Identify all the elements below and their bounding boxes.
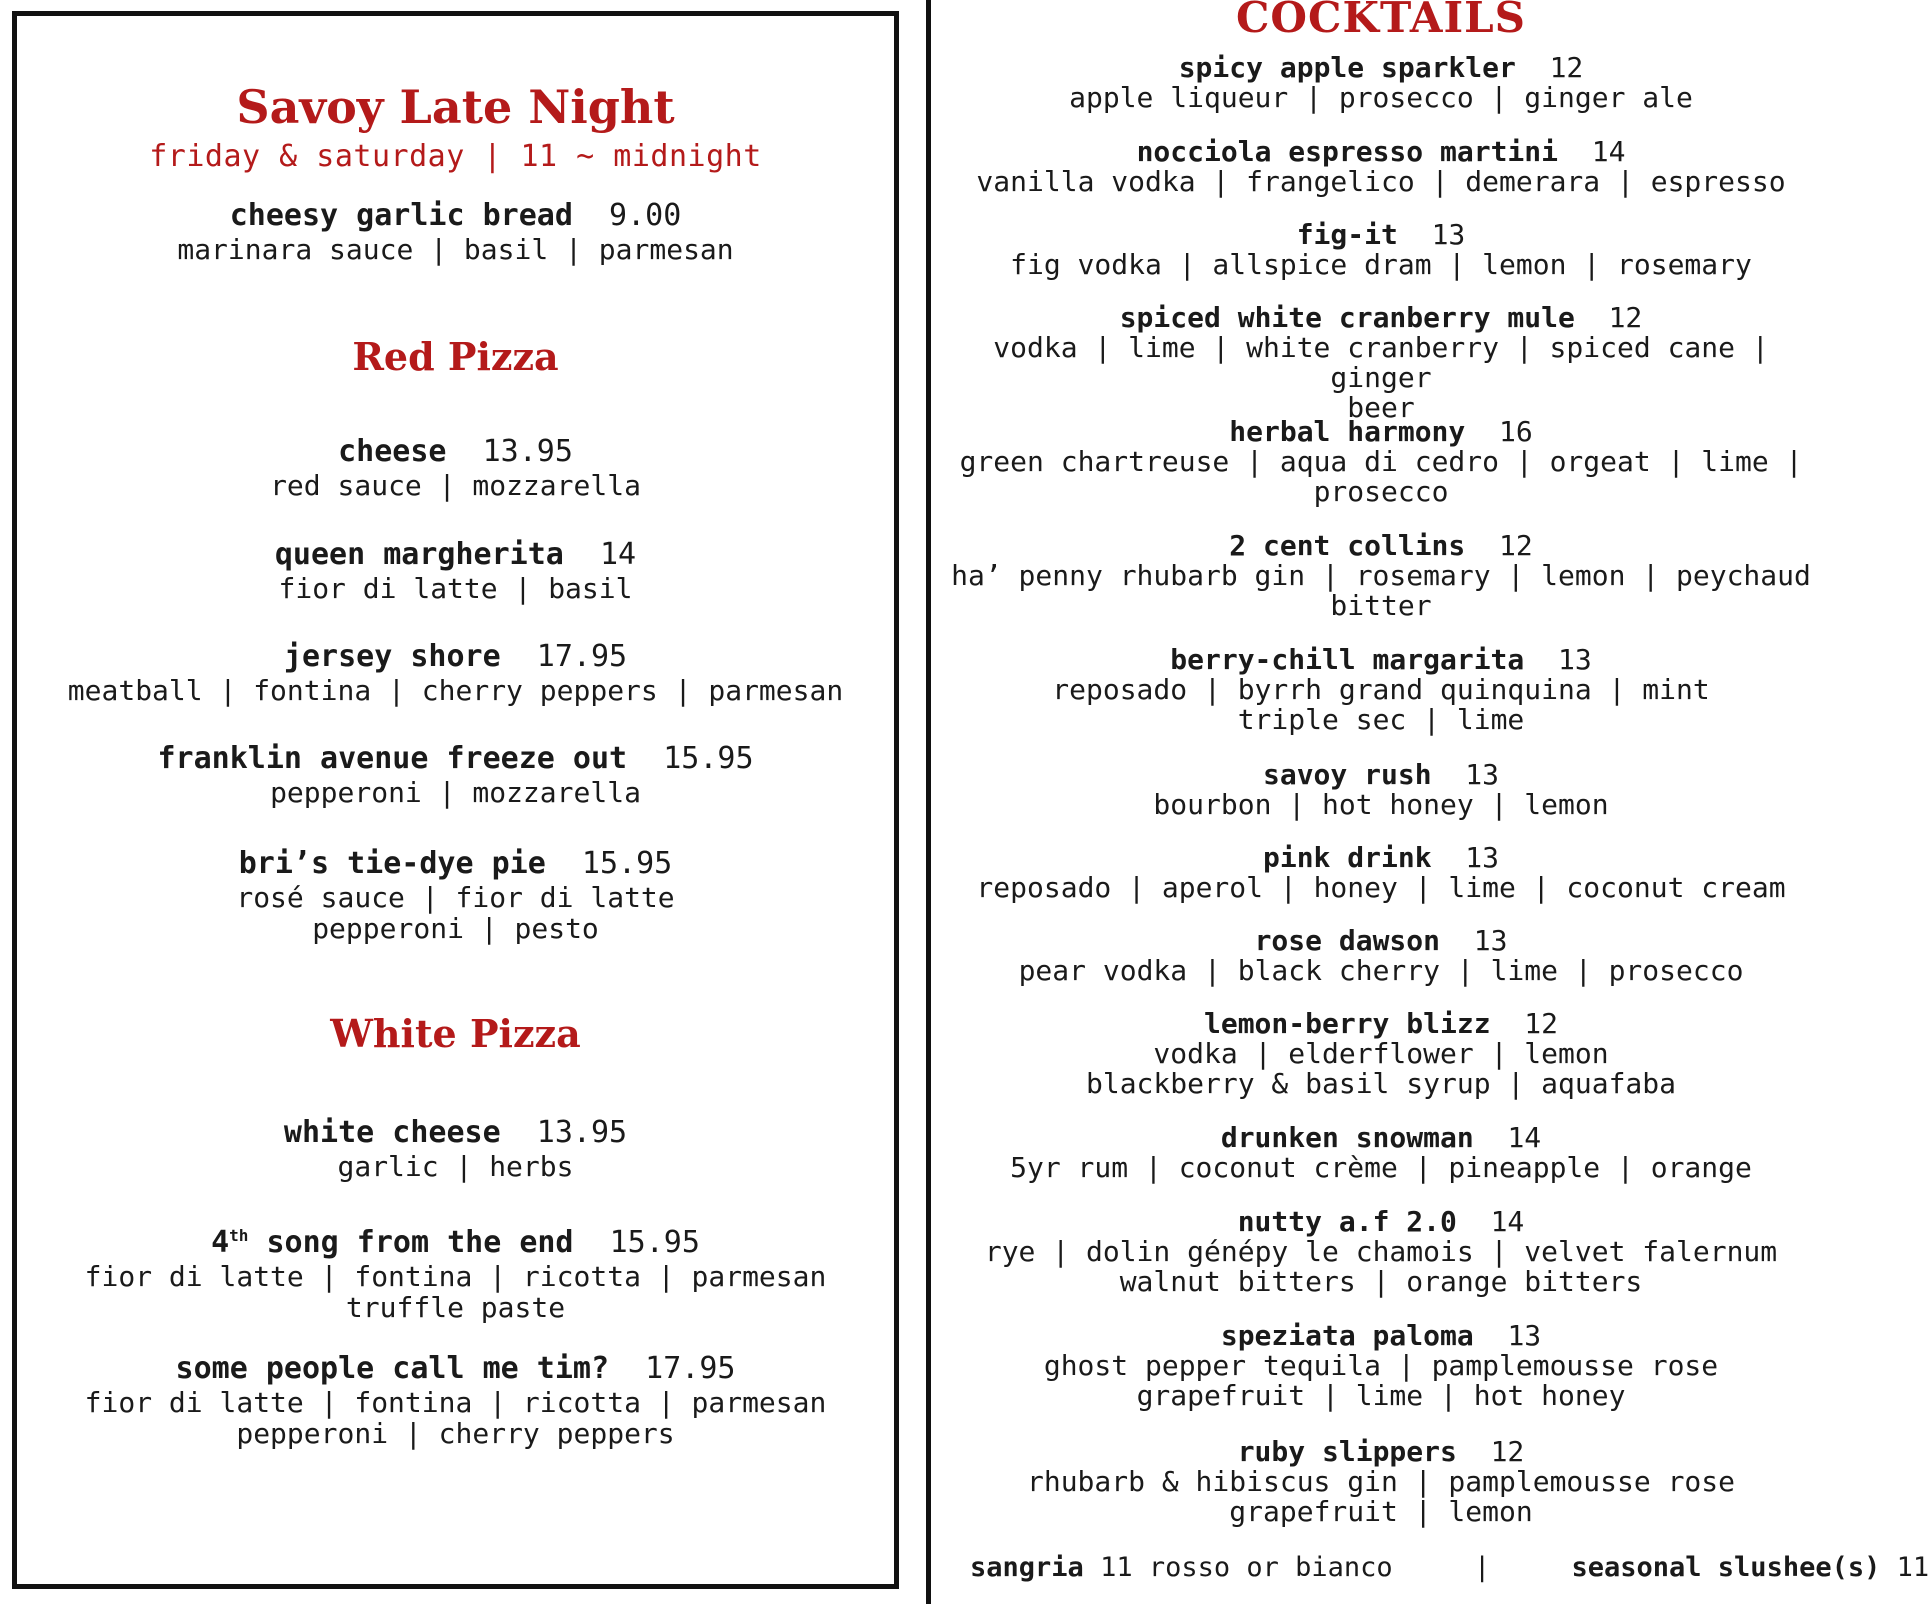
menu-item	[17, 741, 894, 808]
menu-item	[940, 136, 1822, 197]
item-description: blackberry & basil syrup | aquafaba	[1085, 1067, 1676, 1100]
item-price: 12	[1524, 1007, 1558, 1040]
menu-item	[17, 846, 894, 944]
menu-item-title-row	[17, 846, 894, 882]
menu-item-title-row	[940, 925, 1822, 956]
menu-item	[940, 52, 1822, 113]
item-name-prefix: 4	[211, 1225, 230, 1260]
menu-item-title-row	[940, 1206, 1822, 1237]
item-name: some people call me tim?	[175, 1351, 610, 1386]
item-price: 13	[1465, 841, 1499, 874]
menu-item-title-row	[940, 416, 1822, 447]
menu-item	[940, 530, 1822, 621]
item-description: grapefruit | lemon	[1229, 1495, 1533, 1528]
item-name: cheese	[338, 434, 447, 469]
item-description: green chartreuse | aqua di cedro | orgeat | lime |	[959, 445, 1803, 478]
late-night-menu-panel	[12, 11, 899, 1589]
item-description: rosé sauce | fior di latte	[236, 881, 675, 914]
item-name: ruby slippers	[1237, 1435, 1457, 1468]
menu-item	[17, 434, 894, 501]
item-name-rest: song from the end	[248, 1225, 574, 1260]
item-price: 15.95	[581, 846, 673, 881]
item-price: 12	[1490, 1435, 1525, 1468]
item-description: grapefruit | lime | hot honey	[1136, 1379, 1626, 1412]
item-description: meatball | fontina | cherry peppers | parmesan	[67, 674, 844, 707]
menu-item-title-row	[940, 644, 1822, 675]
item-name: white cheese	[283, 1115, 501, 1150]
menu-item-title-row	[17, 741, 894, 777]
item-price: 12	[1499, 529, 1533, 562]
item-description: apple liqueur | prosecco | ginger ale	[1069, 81, 1693, 114]
item-description: fig vodka | allspice dram | lemon | rosemary	[1010, 248, 1752, 281]
item-description: truffle paste	[345, 1291, 566, 1324]
item-price: 14	[1507, 1121, 1542, 1154]
menu-item-title-row	[17, 639, 894, 675]
menu-item	[940, 842, 1822, 903]
item-price: 17.95	[645, 1351, 736, 1386]
item-description: triple sec | lime	[1237, 703, 1525, 736]
item-price: 9.00	[609, 198, 682, 233]
item-description: bitter	[1330, 589, 1432, 622]
menu-item	[940, 759, 1822, 820]
item-price: 16	[1499, 415, 1533, 448]
menu-title: Savoy Late Night	[236, 80, 675, 134]
item-description: fior di latte | fontina | ricotta | parmesan	[84, 1260, 827, 1293]
item-description: pear vodka | black cherry | lime | prosecco	[1018, 954, 1744, 987]
menu-item	[17, 1351, 894, 1449]
item-description: walnut bitters | orange bitters	[1119, 1265, 1643, 1298]
menu-item-title-row	[17, 434, 894, 470]
item-name: drunken snowman	[1220, 1121, 1474, 1154]
sangria-name: sangria	[970, 1552, 1084, 1583]
menu-item	[940, 925, 1822, 986]
item-name: queen margherita	[274, 537, 564, 572]
item-description: reposado | byrrh grand quinquina | mint	[1052, 673, 1710, 706]
panel-divider	[926, 0, 931, 1604]
menu-footer	[970, 1552, 1929, 1584]
item-name: pink drink	[1262, 841, 1432, 874]
menu-item	[940, 219, 1822, 280]
item-name: savoy rush	[1262, 758, 1432, 791]
menu-item	[940, 416, 1822, 507]
menu-item	[940, 1320, 1822, 1411]
menu-item-title-row	[17, 1218, 894, 1261]
item-price: 14	[1490, 1205, 1525, 1238]
item-price: 14	[599, 537, 637, 572]
menu-item-title-row	[17, 198, 894, 234]
menu-item-title-row	[940, 136, 1822, 167]
item-description: 5yr rum | coconut crème | pineapple | orange	[1010, 1151, 1752, 1184]
menu-item-title-row	[940, 842, 1822, 873]
item-description: garlic | herbs	[337, 1150, 574, 1183]
item-description: rhubarb & hibiscus gin | pamplemousse rose	[1026, 1465, 1735, 1498]
item-description: fior di latte | fontina | ricotta | parmesan	[84, 1386, 827, 1419]
menu-item	[17, 198, 894, 265]
item-name: rose dawson	[1254, 924, 1440, 957]
section-heading: Red Pizza	[352, 334, 559, 379]
item-name: cheesy garlic bread	[229, 198, 573, 233]
item-price: 15.95	[663, 741, 754, 776]
item-description: bourbon | hot honey | lemon	[1153, 788, 1609, 821]
menu-item-title-row	[940, 1122, 1822, 1153]
menu-item-title-row	[940, 52, 1822, 83]
menu-item-title-row	[940, 1008, 1822, 1039]
menu-item-title-row	[17, 537, 894, 573]
item-name: bri’s tie-dye pie	[238, 846, 546, 881]
item-price: 13.95	[482, 434, 573, 469]
menu-item	[17, 1115, 894, 1182]
menu-item-title-row	[940, 759, 1822, 790]
menu-item	[940, 1436, 1822, 1527]
menu-item-title-row	[940, 1320, 1822, 1351]
item-price: 13	[1507, 1319, 1542, 1352]
menu-item-title-row	[940, 530, 1822, 561]
item-name-superscript: th	[229, 1226, 249, 1245]
menu-item	[940, 1206, 1822, 1297]
menu-item-title-row	[17, 1115, 894, 1151]
item-description: reposado | aperol | honey | lime | coconut cream	[976, 871, 1786, 904]
item-description: ha’ penny rhubarb gin | rosemary | lemon | peychaud	[951, 559, 1811, 592]
item-description: vodka | elderflower | lemon	[1153, 1037, 1609, 1070]
item-price: 15.95	[609, 1225, 700, 1260]
item-description: prosecco	[1313, 475, 1449, 508]
slushee-name: seasonal slushee(s)	[1571, 1552, 1881, 1583]
item-description: pepperoni | cherry peppers	[236, 1417, 675, 1450]
item-price: 13.95	[536, 1115, 628, 1150]
item-price: 13	[1431, 218, 1466, 251]
item-description: marinara sauce | basil | parmesan	[177, 233, 734, 266]
sangria-detail: 11 rosso or bianco	[1100, 1552, 1393, 1583]
item-description: pepperoni | pesto	[312, 912, 599, 945]
menu-item	[940, 302, 1822, 423]
item-name: 2 cent collins	[1229, 529, 1466, 562]
item-price: 13	[1558, 643, 1592, 676]
item-name: berry-chill margarita	[1170, 643, 1525, 676]
item-name	[211, 1225, 573, 1260]
item-name: jersey shore	[283, 639, 501, 674]
menu-item	[940, 644, 1822, 735]
item-description: ghost pepper tequila | pamplemousse rose	[1043, 1349, 1719, 1382]
menu-item-title-row	[940, 1436, 1822, 1467]
item-description: pepperoni | mozzarella	[270, 776, 641, 809]
item-price: 14	[1591, 135, 1626, 168]
menu-hours: friday & saturday | 11 ~ midnight	[149, 139, 762, 174]
item-name: herbal harmony	[1229, 415, 1466, 448]
cocktails-title: COCKTAILS	[1236, 0, 1526, 42]
item-price: 17.95	[536, 639, 628, 674]
item-name: nutty a.f 2.0	[1237, 1205, 1457, 1238]
menu-item	[17, 639, 894, 706]
menu-item-title-row	[940, 302, 1822, 333]
item-name: speziata paloma	[1220, 1319, 1474, 1352]
section-heading: White Pizza	[330, 1011, 581, 1056]
item-description: red sauce | mozzarella	[270, 469, 641, 502]
menu-item	[940, 1008, 1822, 1099]
menu-item	[940, 1122, 1822, 1183]
item-price: 13	[1473, 924, 1508, 957]
footer-separator: |	[1473, 1552, 1491, 1583]
item-name: nocciola espresso martini	[1136, 135, 1558, 168]
menu-item-title-row	[17, 1351, 894, 1387]
menu-item-title-row	[940, 219, 1822, 250]
item-price: 12	[1608, 301, 1643, 334]
slushee-price: 11	[1896, 1552, 1929, 1583]
item-price: 13	[1465, 758, 1499, 791]
item-name: spicy apple sparkler	[1178, 51, 1516, 84]
menu-item	[17, 1218, 894, 1323]
item-name: spiced white cranberry mule	[1119, 301, 1575, 334]
item-description: fior di latte | basil	[278, 572, 633, 605]
item-price: 12	[1549, 51, 1584, 84]
item-description: rye | dolin génépy le chamois | velvet falernum	[984, 1235, 1778, 1268]
item-description: vanilla vodka | frangelico | demerara | espresso	[976, 165, 1786, 198]
item-name: lemon-berry blizz	[1203, 1007, 1491, 1040]
menu-item	[17, 537, 894, 604]
item-description: vodka | lime | white cranberry | spiced cane | ginger	[993, 331, 1769, 394]
item-name: franklin avenue freeze out	[157, 741, 628, 776]
item-description: beer	[1347, 391, 1415, 424]
item-name: fig-it	[1296, 218, 1398, 251]
cocktails-panel	[940, 0, 1929, 1604]
